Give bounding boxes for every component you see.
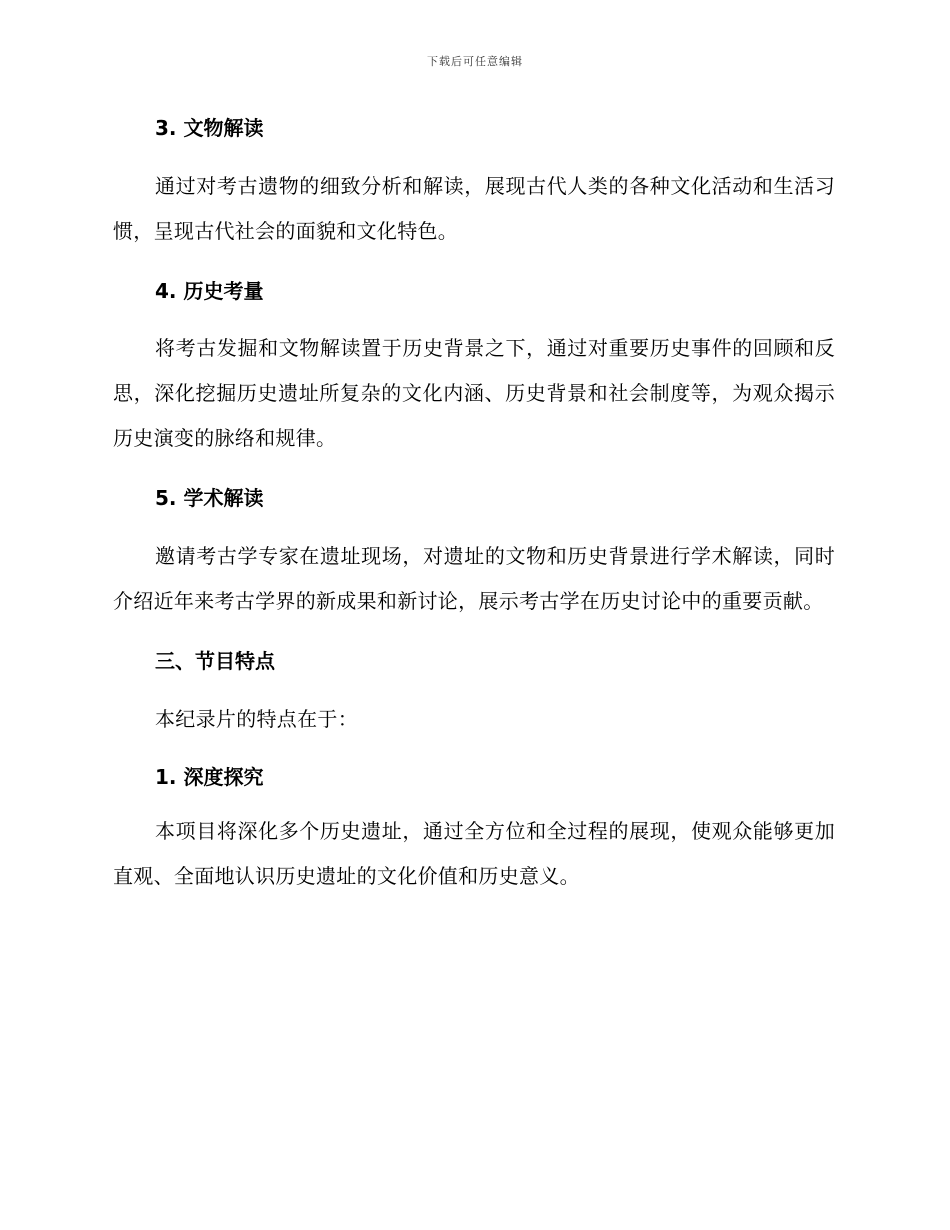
section-body-cultural-relics: 通过对考古遗物的细致分析和解读，展现古代人类的各种文化活动和生活习惯，呈现古代社会的面貌和文化特色。 (113, 174, 835, 243)
section-heading-cultural-relics: 3. 文物解读 (155, 116, 264, 140)
section-heading-academic-interpretation: 5. 学术解读 (155, 486, 264, 510)
program-features-intro: 本纪录片的特点在于： (155, 707, 358, 731)
section-body-academic-interpretation: 邀请考古学专家在遗址现场，对遗址的文物和历史背景进行学术解读，同时介绍近年来考古学界的新成果和新讨论，展示考古学在历史讨论中的重要贡献。 (113, 544, 835, 613)
feature-heading-in-depth: 1. 深度探究 (155, 765, 264, 789)
part-heading-program-features: 三、节目特点 (155, 649, 275, 673)
section-body-historical-consideration: 将考古发掘和文物解读置于历史背景之下，通过对重要历史事件的回顾和反思，深化挖掘历史遗址所复杂的文化内涵、历史背景和社会制度等，为观众揭示历史演变的脉络和规律。 (113, 336, 835, 450)
section-heading-historical-consideration: 4. 历史考量 (155, 279, 264, 303)
feature-body-in-depth: 本项目将深化多个历史遗址，通过全方位和全过程的展现，使观众能够更加直观、全面地认识历史遗址的文化价值和历史意义。 (113, 819, 835, 888)
document-body (113, 112, 835, 899)
header-note: 下载后可任意编辑 (427, 55, 523, 68)
